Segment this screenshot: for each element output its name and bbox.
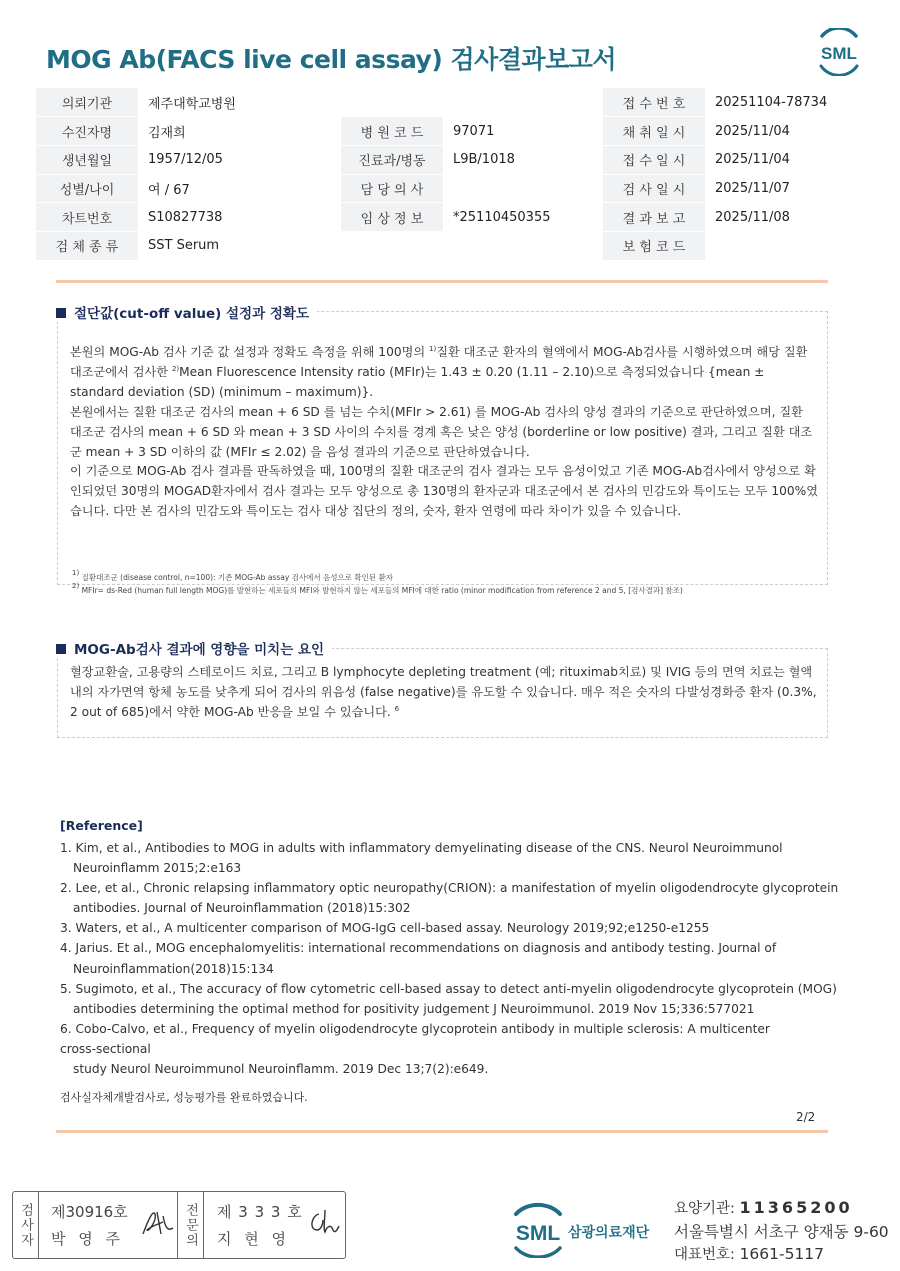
paragraph: 본원에서는 질환 대조군 검사의 mean + 6 SD 를 넘는 수치(MFIr > 2.61) 를 MOG-Ab 검사의 양성 결과의 기준으로 판단하였으며, 질환 대조군 검사의 mean + 6 SD 와 mean + 3 SD 사이의 수치를 경계 혹은 낮은 양성 (borderline or low positive) 결과, 그리고 질환 대조군 mean + 3 SD 이하의 값 (MFIr ≤ 2.02) 을 음성 결과의 기준으로 판단하였습니다. xyxy=(70,404,813,459)
value-test-date: 2025/11/07 xyxy=(705,174,864,203)
square-bullet-icon xyxy=(56,308,66,318)
value-hospital-code: 97071 xyxy=(443,117,603,146)
reference-line: Neuroinflamm 2015;2:e163 xyxy=(73,861,242,876)
reference-line: Neuroinflammation(2018)15:134 xyxy=(73,961,274,976)
sml-logo-text: SML xyxy=(821,44,857,63)
info-row xyxy=(36,203,864,232)
page-number: 2/2 xyxy=(796,1110,816,1124)
label-sex-age: 성별/나이 xyxy=(36,174,138,203)
value-clinical-info: *25110450355 xyxy=(443,203,603,232)
value-specimen-type: SST Serum xyxy=(138,231,341,260)
value-receipt-number: 20251104-78734 xyxy=(705,88,864,117)
label-receipt-number: 접 수 번 호 xyxy=(603,88,705,117)
reference-line: 5. Sugimoto, et al., The accuracy of flow cytometric cell-based assay to detect anti-myelin oligodendrocyte glycoprotein (MOG) xyxy=(60,981,837,996)
factors-section-title-text: MOG-Ab검사 결과에 영향을 미치는 요인 xyxy=(74,642,325,658)
institution-code-line: 요양기관: 11365200 xyxy=(674,1198,853,1217)
label-chart-number: 차트번호 xyxy=(36,203,138,232)
address-line: 서울특별시 서초구 양재동 9-60 xyxy=(674,1222,889,1241)
reference-line: 6. Cobo-Calvo, et al., Frequency of myelin oligodendrocyte glycoprotein antibody in multiple sclerosis: A multicenter xyxy=(60,1021,770,1036)
specialist-label-text: 전문의 xyxy=(183,1202,198,1248)
divider-top xyxy=(56,280,828,283)
reference-line: antibodies determining the optimal method for positivity judgement J Neuroimmunol. 2019 Nov 15;336:577021 xyxy=(73,1001,755,1016)
validation-note: 검사실자체개발검사로, 성능평가를 완료하였습니다. xyxy=(60,1091,308,1104)
empty-cell xyxy=(443,88,603,117)
reference-title: [Reference] xyxy=(60,818,143,833)
phone-line: 대표번호: 1661-5117 xyxy=(674,1245,825,1263)
footnote-1: $^{1)}$ 질환대조군 (disease control, n=100): 기존 MOG-Ab assay 검사에서 음성으로 확인된 환자 xyxy=(72,569,393,582)
label-birth-date: 생년월일 xyxy=(36,145,138,174)
label-receipt-date: 접 수 일 시 xyxy=(603,145,705,174)
label-insurance-code: 보 험 코 드 xyxy=(603,231,705,260)
empty-cell xyxy=(341,231,443,260)
info-row xyxy=(36,174,864,203)
reference-line: study Neurol Neuroimmunol Neuroinflamm. 2019 Dec 13;7(2):e649. xyxy=(73,1062,489,1077)
value-birth-date: 1957/12/05 xyxy=(138,145,341,174)
value-physician xyxy=(443,174,603,203)
label-test-date: 검 사 일 시 xyxy=(603,174,705,203)
divider-bottom xyxy=(56,1130,828,1133)
reference-line: 1. Kim, et al., Antibodies to MOG in adults with inflammatory demyelinating disease of the CNS. Neurol Neuroimmunol xyxy=(60,841,783,855)
value-patient-name: 김재희 xyxy=(138,117,341,146)
reference-list xyxy=(60,838,839,1079)
specialist-label xyxy=(178,1192,204,1258)
info-row xyxy=(36,231,864,260)
tester-signature-icon xyxy=(139,1206,175,1240)
value-collection-date: 2025/11/04 xyxy=(705,117,864,146)
label-physician: 담 당 의 사 xyxy=(341,174,443,203)
tester-label-text: 검사자 xyxy=(18,1202,33,1248)
empty-cell xyxy=(341,88,443,117)
value-insurance-code xyxy=(705,231,864,260)
value-receipt-date: 2025/11/04 xyxy=(705,145,864,174)
info-row xyxy=(36,145,864,174)
reference-line: 3. Waters, et al., A multicenter comparison of MOG-IgG cell-based assay. Neurology 2019;92;e1250-e1255 xyxy=(60,921,710,936)
empty-cell xyxy=(443,231,603,260)
value-department-ward: L9B/1018 xyxy=(443,145,603,174)
patient-info-table xyxy=(36,88,864,261)
label-clinical-info: 임 상 정 보 xyxy=(341,203,443,232)
value-sex-age: 여 / 67 xyxy=(138,174,341,203)
organization-name: 삼광의료재단 xyxy=(568,1225,650,1241)
label-specimen-type: 검 체 종 류 xyxy=(36,231,138,260)
info-row xyxy=(36,88,864,117)
tester-label xyxy=(13,1192,39,1258)
label-report-date: 결 과 보 고 xyxy=(603,203,705,232)
label-collection-date: 채 취 일 시 xyxy=(603,117,705,146)
paragraph: 본원의 MOG-Ab 검사 기준 값 설정과 정확도 측정을 위해 100명의 $^{1)}$질환 대조군 환자의 혈액에서 MOG-Ab검사를 시행하였으며 해당 질환 대조군에서 검사한 $^{2)}$Mean Fluorescence Intensity ratio (MFIr)는 1.43 ± 0.20 (1.11 – 2.10)으로 측정되었습니다 {mean ± standard deviation (SD) (minimum – maximum)}. xyxy=(70,345,808,399)
specialist-name: 지 현 영 xyxy=(217,1230,291,1248)
label-hospital-code: 병 원 코 드 xyxy=(341,117,443,146)
cutoff-section-title xyxy=(56,302,317,322)
cutoff-section-title-text: 절단값(cut-off value) 설정과 정확도 xyxy=(74,306,309,322)
label-requesting-institution: 의뢰기관 xyxy=(36,88,138,117)
label-patient-name: 수진자명 xyxy=(36,117,138,146)
factors-section-title xyxy=(56,638,332,658)
reference-line: 2. Lee, et al., Chronic relapsing inflammatory optic neuropathy(CRION): a manifestation of myelin oligodendrocyte glycoprotein xyxy=(60,881,839,896)
info-row xyxy=(36,117,864,146)
sml-logo-icon xyxy=(812,28,866,76)
specialist-license: 제 3 3 3 호 xyxy=(217,1203,303,1221)
square-bullet-icon xyxy=(56,644,66,654)
value-report-date: 2025/11/08 xyxy=(705,203,864,232)
value-requesting-institution: 제주대학교병원 xyxy=(138,88,341,117)
label-department-ward: 진료과/병동 xyxy=(341,145,443,174)
reference-line: cross-sectional xyxy=(60,1041,151,1056)
footer-contact-info xyxy=(674,1197,889,1267)
cutoff-section-body xyxy=(70,343,818,522)
factors-section-body: 혈장교환술, 고용량의 스테로이드 치료, 그리고 B lymphocyte depleting treatment (예; rituximab치료) 및 IVIG 등의 면역 치료는 혈액 내의 자가면역 항체 농도를 낮추게 되어 검사의 위음성 (false negative)를 유도할 수 있습니다. 매우 적은 숫자의 다발성경화증 환자 (0.3%, 2 out of 685)에서 약한 MOG-Ab 반응을 보일 수 있습니다. $^6$ xyxy=(70,665,817,719)
reference-line: antibodies. Journal of Neuroinflammation (2018)15:302 xyxy=(73,901,411,916)
signature-box xyxy=(12,1191,346,1259)
reference-line: 4. Jarius. Et al., MOG encephalomyelitis: international recommendations on diagnosis and antibody testing. Journal of xyxy=(60,941,777,956)
specialist-signature-icon xyxy=(305,1206,341,1240)
report-title: MOG Ab(FACS live cell assay) 검사결과보고서 xyxy=(46,45,617,74)
tester-license: 제30916호 xyxy=(51,1203,128,1221)
paragraph: 이 기준으로 MOG-Ab 검사 결과를 판독하였을 때, 100명의 질환 대조군의 검사 결과는 모두 음성이었고 기존 MOG-Ab검사에서 양성으로 확인되었던 30명의 MOGAD환자에서 검사 결과는 모두 양성으로 총 130명의 환자군과 대조군에서 본 검사의 민감도와 특이도는 모두 100%였습니다. 다만 본 검사의 민감도와 특이도는 검사 대상 집단의 정의, 숫자, 환자 연령에 따라 차이가 있을 수 있습니다. xyxy=(70,464,818,519)
footer-logo-text: SML xyxy=(515,1222,561,1245)
tester-name: 박 영 주 xyxy=(51,1230,125,1248)
footnote-2: $^{2)}$ MFIr= ds-Red (human full length MOG)를 발현하는 세포들의 MFI와 발현하지 않는 세포들의 MFI에 대한 ratio (minor modification from reference 2 and 5, [검사결과] 참조) xyxy=(72,582,683,595)
value-chart-number: S10827738 xyxy=(138,203,341,232)
